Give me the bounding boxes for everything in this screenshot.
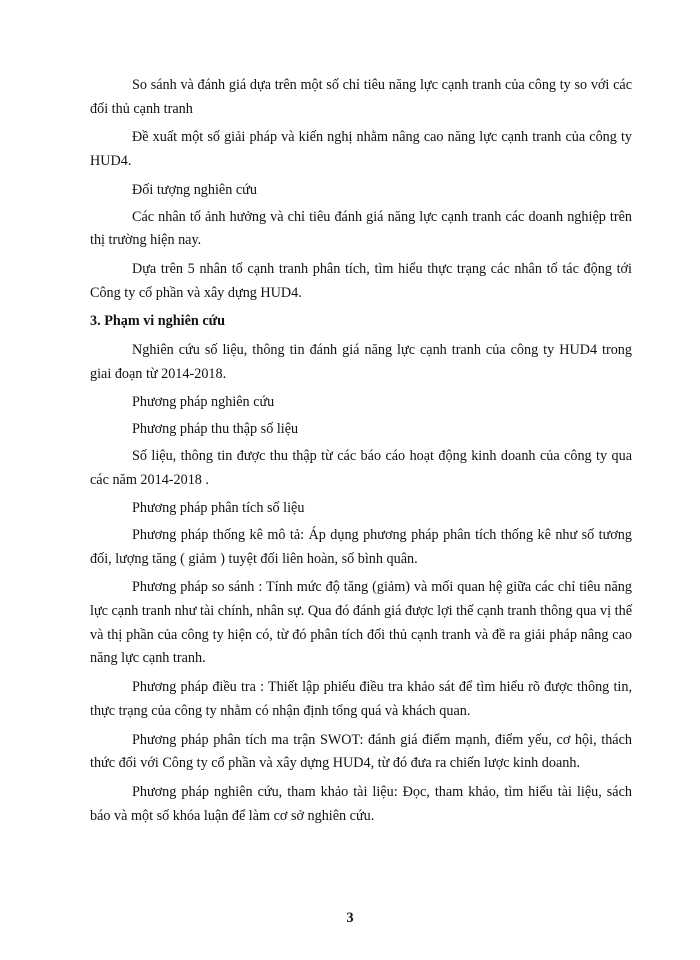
paragraph-data-collection: Số liệu, thông tin được thu thập từ các báo cáo hoạt động kinh doanh của công ty qua các năm 2014-2018 . <box>90 447 632 488</box>
paragraph-research-subject: Các nhân tố ảnh hưởng và chỉ tiêu đánh giá năng lực cạnh tranh các doanh nghiệp trên thị trường hiện nay. <box>90 208 632 249</box>
paragraph-descriptive-statistics: Phương pháp thống kê mô tả: Áp dụng phương pháp phân tích thống kê như số tương đối, lượng tăng ( giảm ) tuyệt đối liên hoàn, số bình quân. <box>90 526 632 567</box>
paragraph-propose-solutions: Đề xuất một số giải pháp và kiến nghị nhằm nâng cao năng lực cạnh tranh của công ty HUD4. <box>90 129 632 170</box>
paragraph-literature-method: Phương pháp nghiên cứu, tham khảo tài liệu: Đọc, tham khảo, tìm hiểu tài liệu, sách báo và một số khóa luận để làm cơ sở nghiên cứu. <box>90 783 632 824</box>
paragraph-survey-method: Phương pháp điều tra : Thiết lập phiếu điều tra khảo sát để tìm hiểu rõ được thông tin, thực trạng của công ty nhằm có nhận định tổng quá và khách quan. <box>90 679 632 719</box>
paragraph-data-analysis-label: Phương pháp phân tích số liệu <box>132 500 305 517</box>
paragraph-research-subject-label: Đối tượng nghiên cứu <box>132 181 257 198</box>
paragraph-five-factors: Dựa trên 5 nhân tố cạnh tranh phân tích, tìm hiểu thực trạng các nhân tố tác động tới Công ty cổ phần và xây dựng HUD4. <box>90 260 632 301</box>
paragraph-swot-method: Phương pháp phân tích ma trận SWOT: đánh giá điểm mạnh, điểm yếu, cơ hội, thách thức đối với Công ty cổ phần và xây dựng HUD4, từ đó đưa ra chiến lược kinh doanh. <box>90 731 632 772</box>
paragraph-scope: Nghiên cứu số liệu, thông tin đánh giá năng lực cạnh tranh của công ty HUD4 trong giai đoạn từ 2014-2018. <box>90 342 632 382</box>
page-body <box>90 74 632 833</box>
paragraph-method-label: Phương pháp nghiên cứu <box>132 394 275 411</box>
paragraph-compare-competitors: So sánh và đánh giá dựa trên một số chỉ tiêu năng lực cạnh tranh của công ty so với các đối thủ cạnh tranh <box>90 77 632 117</box>
paragraph-comparison-method: Phương pháp so sánh : Tính mức độ tăng (giảm) và mối quan hệ giữa các chỉ tiêu năng lực cạnh tranh như tài chính, nhân sự. Qua đó đánh giá được lợi thế cạnh tranh thông qua vị thế và thị phần của công ty hiện có, từ đó phân tích đối thủ cạnh tranh và đề ra giải pháp nâng cao năng lực cạnh tranh. <box>90 579 632 667</box>
page-number: 3 <box>346 910 354 926</box>
paragraph-data-collection-label: Phương pháp thu thập số liệu <box>132 421 299 438</box>
section-heading-scope: 3. Phạm vi nghiên cứu <box>90 313 226 330</box>
